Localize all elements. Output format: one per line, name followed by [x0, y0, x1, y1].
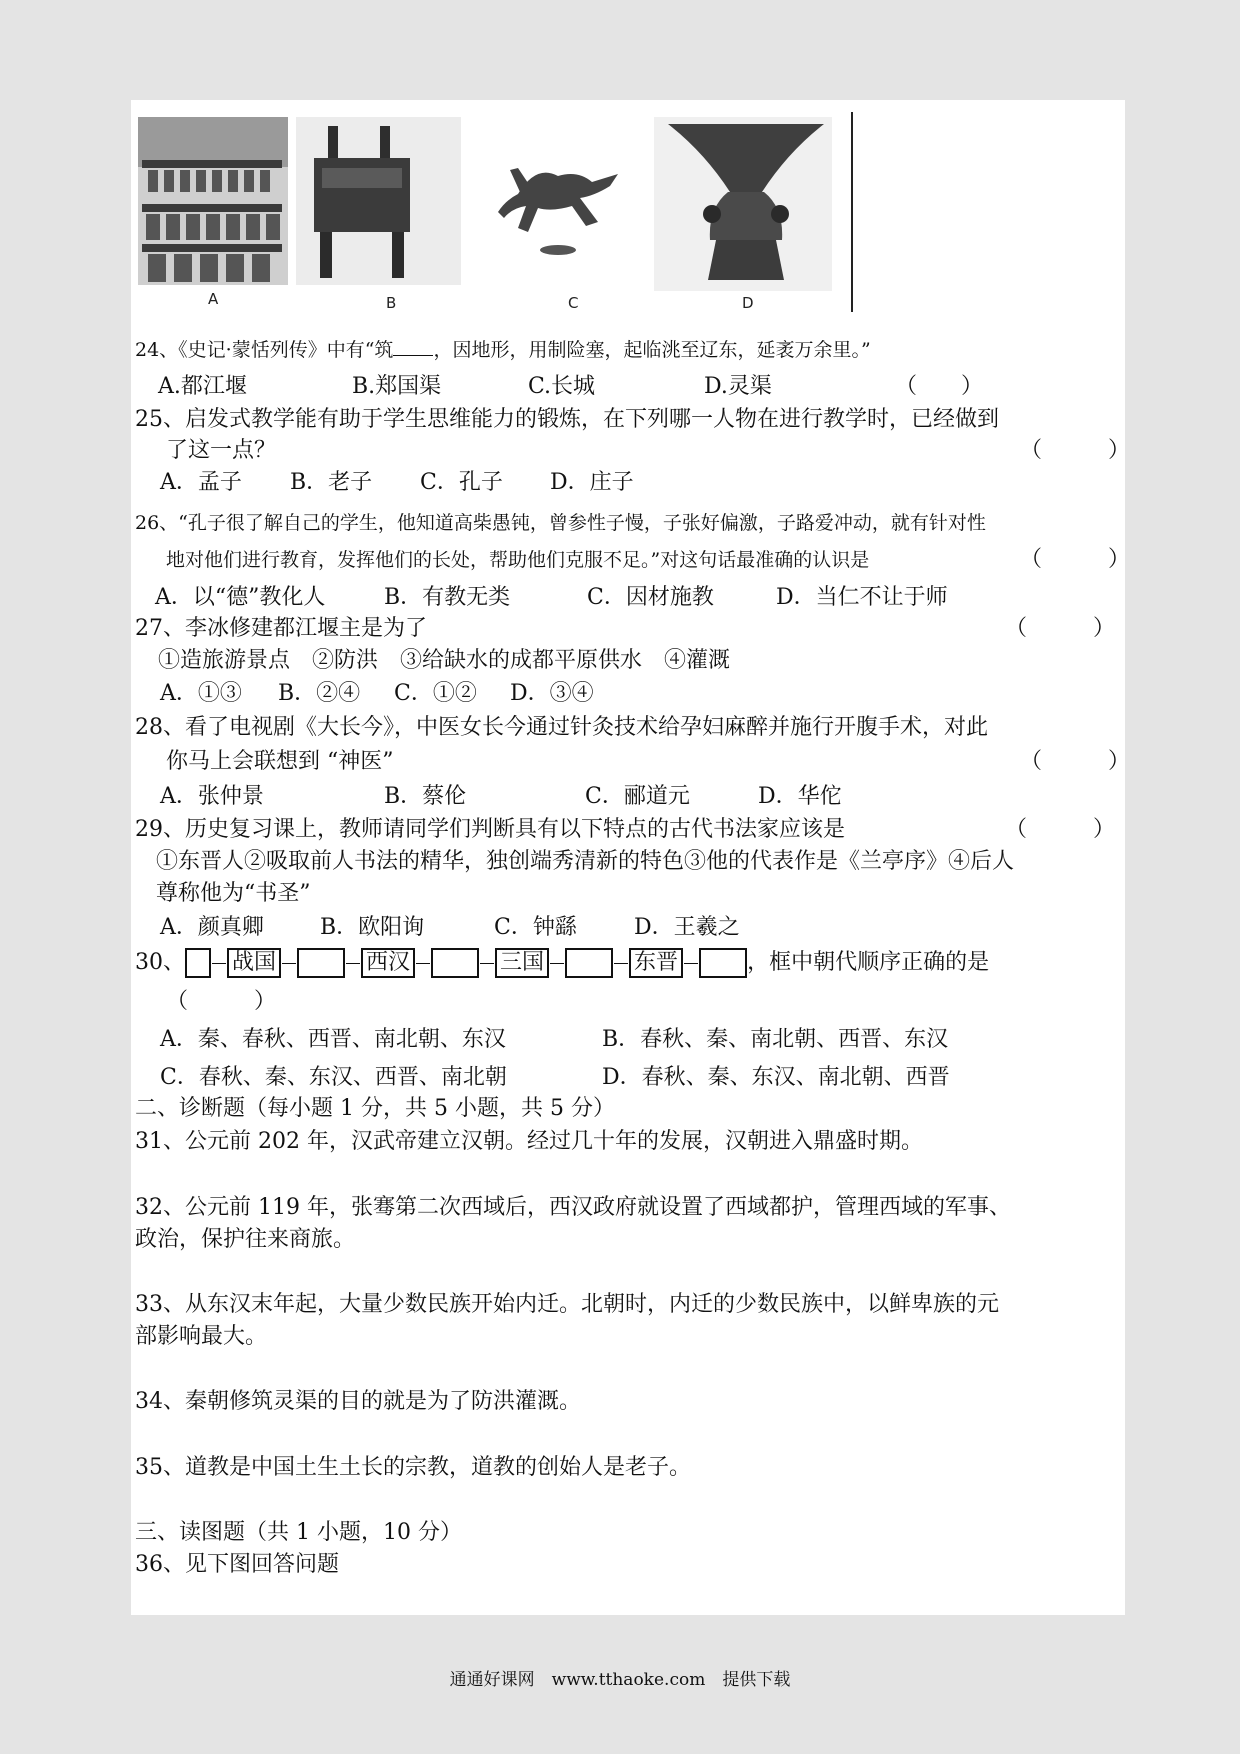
q27-answer-bracket: （ ）	[1005, 616, 1116, 641]
footer-source: 通通好课网 www.tthaoke.com 提供下载	[449, 1670, 791, 1690]
q27-option-c: C．①②	[394, 681, 477, 706]
q30-box-xihan: 西汉	[361, 948, 415, 978]
q29-features-cont: 尊称他为“书圣”	[156, 881, 311, 906]
q30-option-b: B．春秋、秦、南北朝、西晋、东汉	[602, 1027, 949, 1052]
q24-stem: 24、《史记·蒙恬列传》中有“筑 ，因地形，用制险塞，起临洮至辽东，延袤万余里。”	[135, 335, 871, 365]
figure-label-a: A	[208, 290, 219, 308]
q30-box-empty-1	[185, 948, 211, 978]
q30-box-empty-2	[297, 948, 345, 978]
q24-option-b: B.郑国渠	[352, 374, 442, 399]
q24-answer-bracket: （ ）	[895, 374, 984, 399]
q31: 31、公元前 202 年，汉武帝建立汉朝。经过几十年的发展，汉朝进入鼎盛时期。	[135, 1129, 923, 1154]
q29-answer-bracket: （ ）	[1005, 817, 1116, 842]
q26-option-b: B．有教无类	[384, 585, 511, 610]
q29-option-b: B．欧阳询	[320, 915, 425, 940]
q29-option-c: C．钟繇	[494, 915, 577, 940]
q25-stem: 25、启发式教学能有助于学生思维能力的锻炼，在下列哪一人物在进行教学时，已经做到	[135, 407, 999, 432]
q24-blank	[393, 335, 433, 356]
q30-box-dongjin: 东晋	[629, 948, 683, 978]
q28-option-a: A．张仲景	[160, 784, 264, 809]
q25-option-d: D．庄子	[550, 470, 634, 495]
q30-option-d: D．春秋、秦、东汉、南北朝、西晋	[602, 1065, 950, 1090]
figure-label-d: D	[742, 294, 754, 312]
q34: 34、秦朝修筑灵渠的目的就是为了防洪灌溉。	[135, 1389, 581, 1414]
section2-heading: 二、诊断题（每小题 1 分，共 5 小题，共 5 分）	[135, 1096, 615, 1121]
q30-answer-bracket: （ ）	[166, 989, 277, 1014]
q26-option-d: D．当仁不让于师	[776, 585, 948, 610]
q25-option-a: A．孟子	[160, 470, 242, 495]
q25-answer-bracket: （ ）	[1020, 438, 1131, 463]
figure-label-c: C	[568, 294, 579, 312]
figure-divider	[851, 112, 853, 312]
q24-option-d: D.灵渠	[704, 374, 772, 399]
q28-stem-cont: 你马上会联想到 “神医”	[166, 749, 394, 774]
q30-box-sanguo: 三国	[495, 948, 549, 978]
q26-stem-cont: 地对他们进行教育，发挥他们的长处，帮助他们克服不足。”对这句话最准确的认识是	[166, 549, 870, 571]
q25-option-b: B．老子	[290, 470, 373, 495]
q30-option-a: A．秦、春秋、西晋、南北朝、东汉	[160, 1027, 506, 1052]
q24-option-c: C.长城	[528, 374, 596, 399]
q30-option-c: C．春秋、秦、东汉、西晋、南北朝	[160, 1065, 507, 1090]
q26-stem: 26、“孔子很了解自己的学生，他知道高柴愚钝，曾参性子慢，子张好偏激，子路爱冲动，就有针对性	[135, 512, 986, 534]
q32-cont: 政治，保护往来商旅。	[135, 1227, 356, 1252]
q30-box-empty-4	[565, 948, 613, 978]
q27-option-a: A．①③	[160, 681, 242, 706]
artifact-figure	[138, 112, 853, 314]
q25-stem-cont: 了这一点？	[166, 438, 277, 463]
figure-label-b: B	[386, 294, 397, 312]
q35: 35、道教是中国土生土长的宗教，道教的创始人是老子。	[135, 1455, 691, 1480]
q27-option-b: B．②④	[278, 681, 361, 706]
chime-bells-image	[138, 117, 288, 308]
q27-stem: 27、李冰修建都江堰主是为了	[135, 616, 427, 641]
q28-option-c: C．郦道元	[585, 784, 690, 809]
q28-option-d: D．华佗	[758, 784, 842, 809]
q26-option-c: C．因材施教	[587, 585, 714, 610]
q30-box-empty-3	[431, 948, 479, 978]
section3-heading: 三、读图题（共 1 小题，10 分）	[135, 1520, 462, 1545]
q27-option-d: D．③④	[510, 681, 594, 706]
q29-features: ①东晋人②吸取前人书法的精华，独创端秀清新的特色③他的代表作是《兰亭序》④后人	[156, 849, 1015, 874]
q30-stem: 30、 战国 西汉 三国 东晋 ，框中朝代顺序正确的是	[135, 948, 989, 978]
q26-option-a: A．以“德”教化人	[155, 585, 326, 610]
ding-cauldron-image	[296, 117, 461, 312]
q30-box-empty-5	[699, 948, 747, 978]
q27-items: ①造旅游景点 ②防洪 ③给缺水的成都平原供水 ④灌溉	[158, 648, 731, 673]
q29-option-d: D．王羲之	[634, 915, 740, 940]
q28-option-b: B．蔡伦	[384, 784, 467, 809]
q29-option-a: A．颜真卿	[160, 915, 264, 940]
q29-stem: 29、历史复习课上，教师请同学们判断具有以下特点的古代书法家应该是	[135, 817, 845, 842]
zun-vessel-image	[654, 117, 832, 312]
q28-stem: 28、看了电视剧《大长今》，中医女长今通过针灸技术给孕妇麻醉并施行开腹手术，对此	[135, 715, 988, 740]
q28-answer-bracket: （ ）	[1020, 749, 1131, 774]
q24-option-a: A.都江堰	[158, 374, 247, 399]
q33-cont: 部影响最大。	[135, 1324, 268, 1349]
q30-box-zhanguo: 战国	[227, 948, 281, 978]
q32: 32、公元前 119 年，张骞第二次西域后，西汉政府就设置了西域都护，管理西域的军事、	[135, 1195, 1011, 1220]
q36: 36、见下图回答问题	[135, 1552, 339, 1577]
q33: 33、从东汉末年起，大量少数民族开始内迁。北朝时，内迁的少数民族中，以鲜卑族的元	[135, 1292, 999, 1317]
galloping-horse-image	[498, 168, 618, 312]
q26-answer-bracket: （ ）	[1020, 547, 1131, 572]
q25-option-c: C．孔子	[420, 470, 503, 495]
